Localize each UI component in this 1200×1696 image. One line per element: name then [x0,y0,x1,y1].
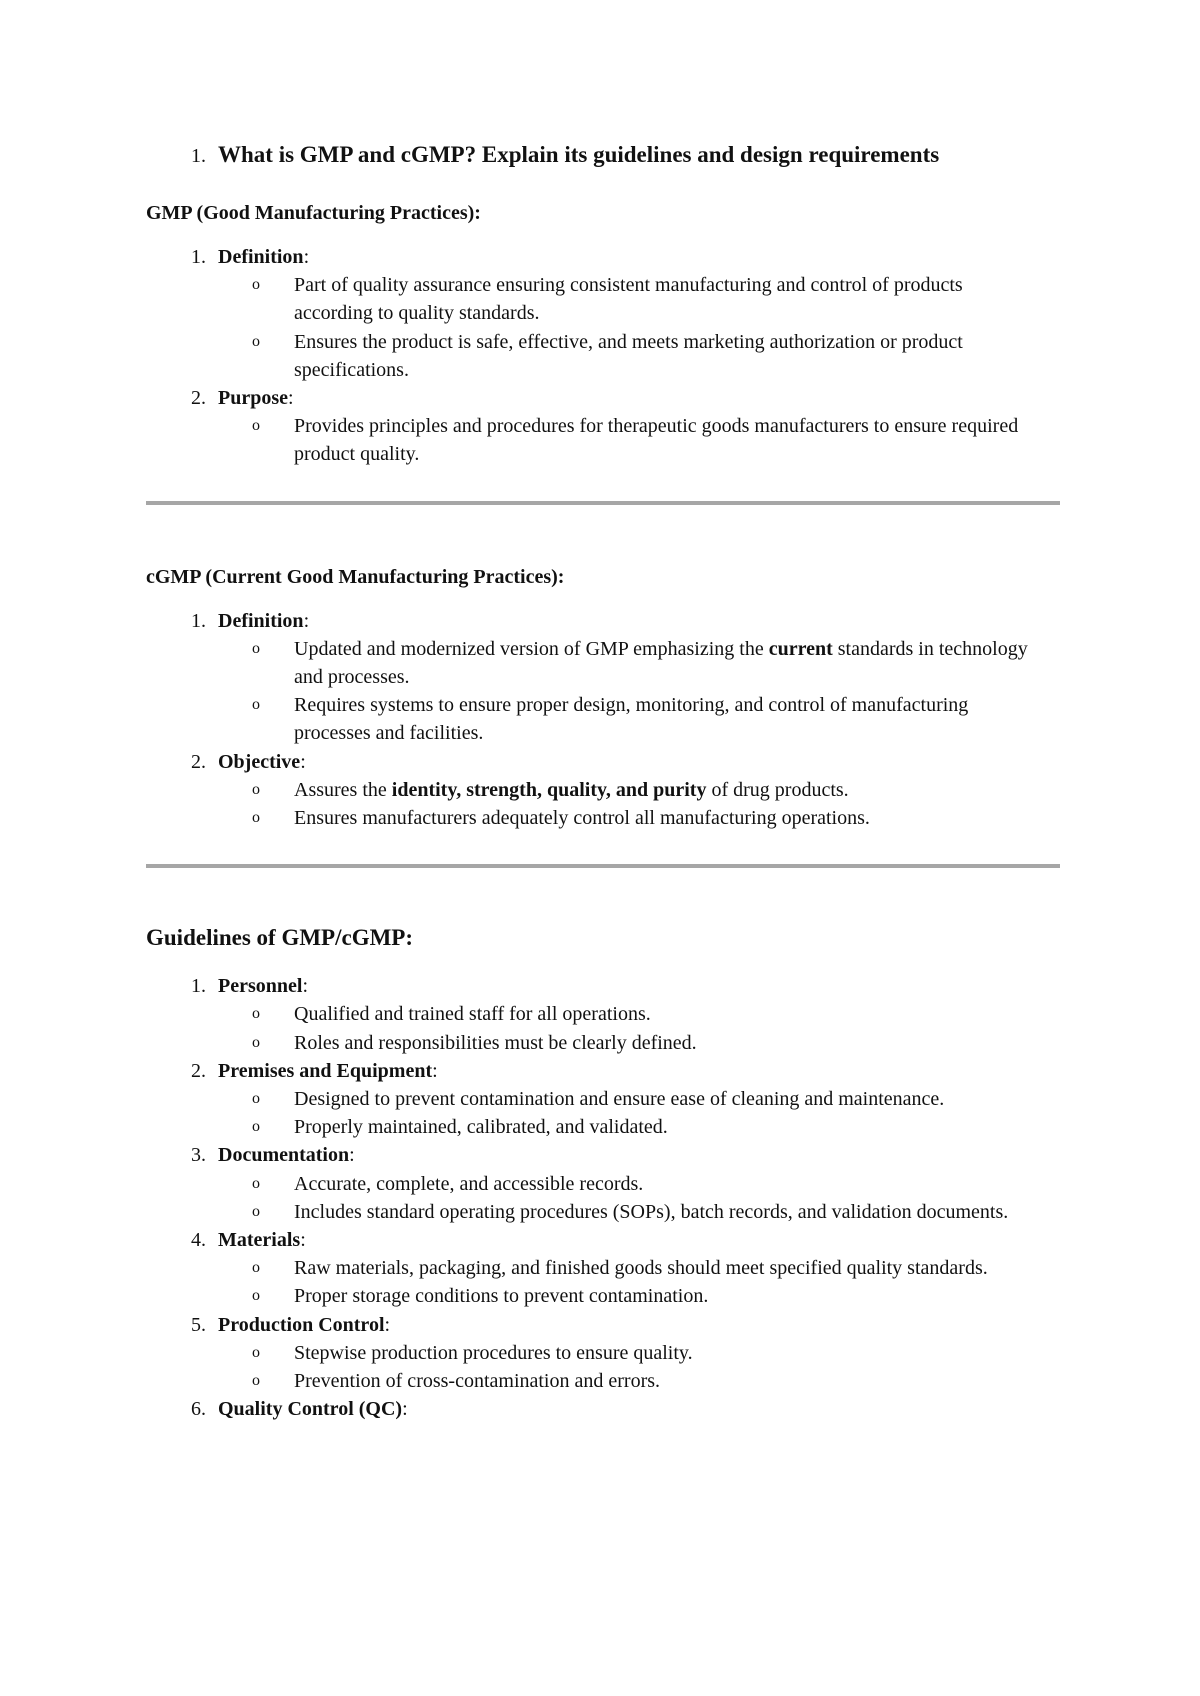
item-number: 1. [191,246,206,268]
item-label: Personnel [218,975,303,998]
list-item [146,972,1060,1057]
list-item [146,1311,1060,1396]
bullet-icon: o [252,1372,260,1390]
item-label: Objective [218,750,301,773]
sub-item-text: Properly maintained, calibrated, and validated. [294,1116,668,1139]
sub-item [218,635,1060,691]
sub-item [218,804,1060,832]
item-label: Production Control [218,1313,385,1336]
sub-item-text: Ensures manufacturers adequately control all manufacturing operations. [294,807,870,830]
emphasis-text: current [768,637,833,660]
sub-item [218,1367,1060,1395]
item-number: 6. [191,1398,206,1421]
item-label: Premises and Equipment [218,1059,433,1082]
bullet-icon: o [252,1202,260,1220]
item-label: Definition [218,246,304,268]
sub-item [218,1029,1060,1057]
sub-item-text: Updated and modernized version of GMP emphasizing the current standards in technology and processes. [294,637,1028,689]
item-label: Documentation [218,1144,350,1167]
question-title [146,140,1060,171]
item-label: Quality Control (QC) [218,1398,403,1421]
list-item [146,607,1060,748]
sub-item [218,1085,1060,1113]
item-label: Materials [218,1229,301,1252]
guidelines-list [146,972,1060,1423]
sub-item-text: Designed to prevent contamination and ensure ease of cleaning and maintenance. [294,1088,945,1111]
item-colon: : [432,1059,438,1082]
sub-item [218,1254,1060,1282]
item-colon: : [384,1313,391,1336]
sub-item [218,328,1060,384]
item-colon: : [302,975,308,998]
sub-item-text: Stepwise production procedures to ensure quality. [294,1341,693,1364]
sub-item-text: Accurate, complete, and accessible records. [294,1172,644,1195]
item-number: 4. [191,1229,206,1252]
sub-item [218,412,1060,468]
sub-item [218,776,1060,804]
bullet-icon: o [252,1005,260,1023]
sub-item-text: Part of quality assurance ensuring consistent manufacturing and control of products according to quality standards. [294,274,963,325]
item-number: 5. [191,1313,206,1336]
bullet-icon: o [252,1090,260,1108]
item-number: 1. [191,609,206,632]
sub-item-text: Assures the identity, strength, quality, and purity of drug products. [294,778,849,801]
sub-item [218,1113,1060,1141]
item-colon: : [349,1144,355,1167]
bullet-icon: o [252,696,260,714]
item-number: 3. [191,1144,206,1167]
bullet-icon: o [252,780,260,798]
item-label: Purpose [218,387,288,410]
sub-item [218,1000,1060,1028]
cgmp-list [146,607,1060,833]
item-number: 2. [191,387,206,410]
bullet-icon: o [252,809,260,827]
item-colon: : [303,609,310,632]
cgmp-heading: cGMP (Current Good Manufacturing Practices): [146,565,565,588]
bullet-icon: o [252,1343,260,1361]
gmp-heading: GMP (Good Manufacturing Practices): [146,202,481,224]
sub-item [218,1339,1060,1367]
item-label: Definition [218,609,304,632]
sub-item [218,1282,1060,1310]
sub-item-text: Includes standard operating procedures (SOPs), batch records, and validation documents. [294,1200,1009,1223]
list-item [146,1057,1060,1142]
bullet-icon: o [252,1174,260,1192]
question-number: 1. [191,145,206,167]
sub-item [218,271,1060,327]
item-number: 2. [191,1059,206,1082]
bullet-icon: o [252,332,260,350]
emphasis-text: identity, strength, quality, and purity [391,778,707,801]
sub-item-text: Provides principles and procedures for therapeutic goods manufacturers to ensure required product quality. [294,415,1019,466]
bullet-icon: o [252,639,260,657]
bullet-icon: o [252,1287,260,1305]
sub-item [218,691,1060,747]
question-text: What is GMP and cGMP? Explain its guidelines and design requirements [218,142,940,167]
sub-item-text: Prevention of cross-contamination and errors. [294,1370,661,1393]
item-number: 2. [191,750,206,773]
guidelines-heading: Guidelines of GMP/cGMP: [146,925,414,951]
item-colon: : [300,750,306,773]
gmp-list [146,243,1060,469]
bullet-icon: o [252,276,260,294]
item-number: 1. [191,975,206,998]
list-item [146,384,1060,469]
list-item [146,748,1060,833]
list-item [146,1226,1060,1311]
sub-item-text: Ensures the product is safe, effective, and meets marketing authorization or product specifications. [294,330,963,381]
sub-item-text: Proper storage conditions to prevent contamination. [294,1285,709,1308]
sub-item [218,1198,1060,1226]
item-colon: : [288,387,294,410]
sub-item-text: Raw materials, packaging, and finished goods should meet specified quality standards. [294,1257,988,1280]
sub-item [218,1170,1060,1198]
list-item [146,243,1060,384]
bullet-icon: o [252,1259,260,1277]
list-item [146,1395,1060,1423]
item-colon: : [303,246,310,268]
list-item [146,1141,1060,1226]
sub-item-text: Roles and responsibilities must be clearly defined. [294,1031,697,1054]
bullet-icon: o [252,417,260,435]
item-colon: : [402,1398,408,1421]
sub-item-text: Qualified and trained staff for all operations. [294,1003,651,1026]
sub-item-text: Requires systems to ensure proper design, monitoring, and control of manufacturing processes and facilities. [294,694,969,745]
bullet-icon: o [252,1118,260,1136]
item-colon: : [300,1229,306,1252]
bullet-icon: o [252,1033,260,1051]
